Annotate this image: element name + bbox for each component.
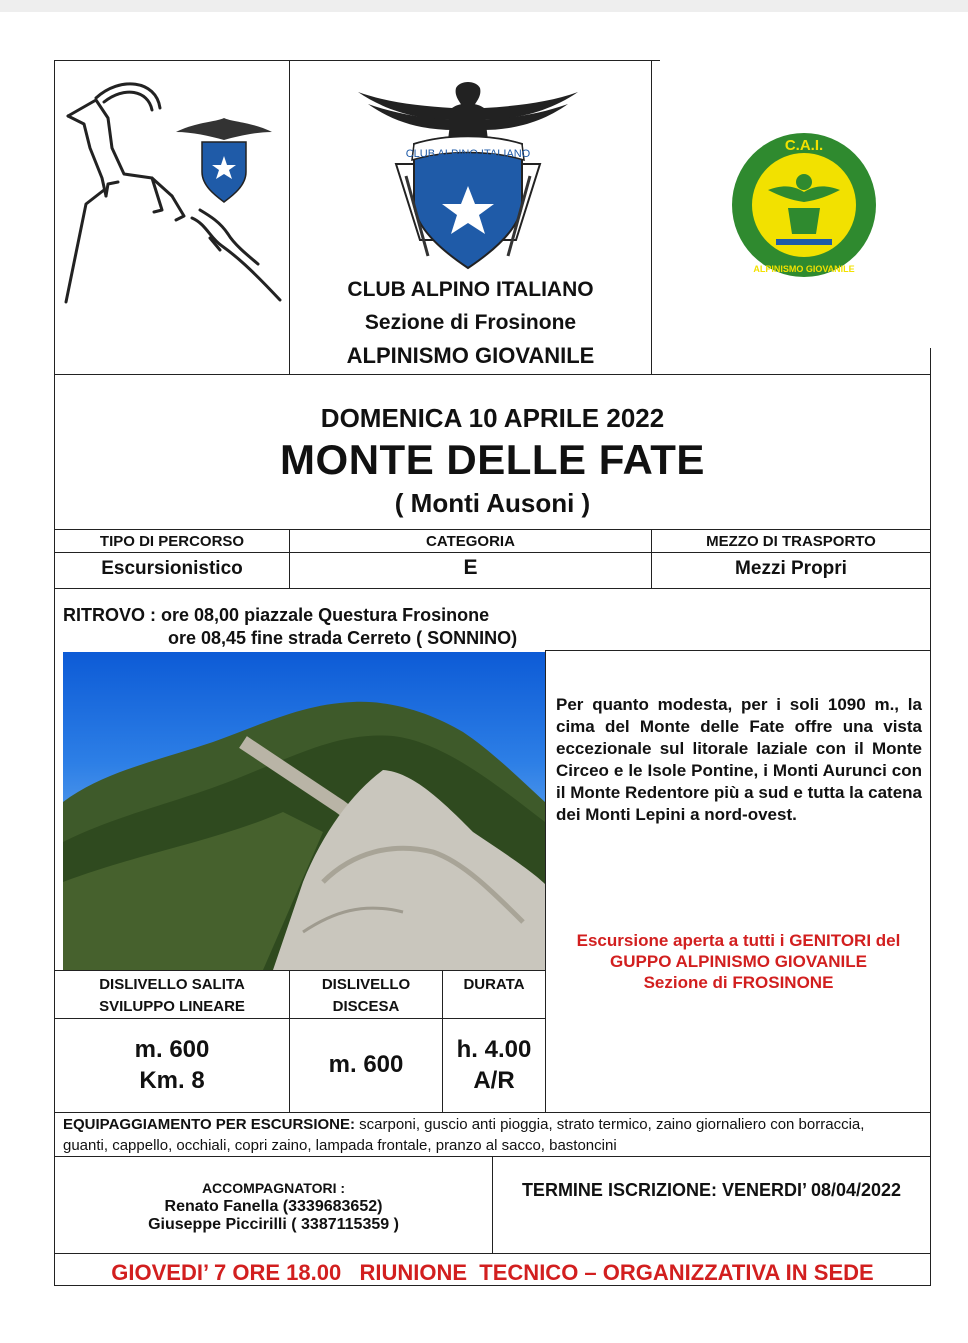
stat-value-ar: A/R <box>473 1067 515 1094</box>
header-group: ALPINISMO GIOVANILE <box>346 343 595 368</box>
divider-footer <box>54 1253 931 1254</box>
ag-badge-top: C.A.I. <box>784 137 824 154</box>
stat-header-sviluppo: SVILUPPO LINEARE <box>99 998 245 1015</box>
equipment-line1 <box>63 1116 864 1133</box>
divider-after-title <box>54 529 931 530</box>
divider-accomp <box>492 1156 493 1254</box>
divider-photo-right <box>545 650 546 1112</box>
equipment-items-1: scarponi, guscio anti pioggia, strato termico, zaino giornaliero con borraccia, <box>354 1116 865 1133</box>
ritrovo-line2: ore 08,45 fine strada Cerreto ( SONNINO) <box>168 628 518 648</box>
notice-line3: Sezione di FROSINONE <box>643 973 834 992</box>
termine-iscrizione: TERMINE ISCRIZIONE: VENERDI’ 08/04/2022 <box>521 1180 902 1200</box>
ritrovo-time1: : ore 08,00 piazzale Questura Frosinone <box>145 605 490 625</box>
stat-header-salita: DISLIVELLO SALITA <box>99 976 245 993</box>
value-categoria: E <box>463 556 478 579</box>
cai-badge-text: CLUB ALPINO ITALIANO <box>405 148 531 160</box>
cai-eagle-emblem <box>356 80 580 274</box>
divider-equip-top <box>54 1112 931 1113</box>
description-text: Per quanto modesta, per i soli 1090 m., la cima del Monte delle Fate offre una vista eccezionale sul litorale laziale con il Monte Circeo e le Isole Pontine, i Monti Aurunci con il Monte Redentore più a sud e tutta la catena dei Monti Lepini a nord-ovest. <box>556 695 922 824</box>
stat-header-dislivello: DISLIVELLO <box>321 976 411 993</box>
event-title: MONTE DELLE FATE <box>280 436 705 483</box>
mountain-photo <box>63 652 545 970</box>
footer-meeting: GIOVEDI’ 7 ORE 18.00 RIUNIONE TECNICO – ORGANIZZATIVA IN SEDE <box>111 1260 874 1285</box>
header-section: Sezione di Frosinone <box>364 311 577 334</box>
stat-header-durata: DURATA <box>463 976 525 993</box>
top-bar <box>0 0 968 12</box>
equipment-label: EQUIPAGGIAMENTO PER ESCURSIONE: <box>63 1116 355 1133</box>
notice-line2: GUPPO ALPINISMO GIOVANILE <box>610 952 867 971</box>
stat-header-discesa: DISCESA <box>332 998 400 1015</box>
border-right <box>930 348 931 1286</box>
divider-header-2 <box>651 60 652 374</box>
divider-ritrovo <box>545 650 931 651</box>
mountain-photo-scene <box>63 652 545 970</box>
equipment-line2: guanti, cappello, occhiali, copri zaino, lampada frontale, pranzo al sacco, bastoncini <box>63 1137 617 1154</box>
header-tipo-percorso: TIPO DI PERCORSO <box>99 533 245 550</box>
value-tipo-percorso: Escursionistico <box>101 558 243 579</box>
divider-after-header <box>54 374 931 375</box>
stat-value-salita: m. 600 <box>134 1036 210 1063</box>
stat-value-km: Km. 8 <box>139 1067 205 1094</box>
divider-table-end <box>54 588 931 589</box>
divider-table-mid <box>54 552 931 553</box>
accompagnatori-label: ACCOMPAGNATORI : <box>201 1180 346 1196</box>
border-left <box>54 60 55 1286</box>
alpinismo-giovanile-badge <box>728 130 880 280</box>
header-categoria: CATEGORIA <box>426 533 515 550</box>
accompagnatore-2: Giuseppe Piccirilli ( 3387115359 ) <box>148 1216 399 1233</box>
event-subtitle: ( Monti Ausoni ) <box>394 488 591 518</box>
divider-stats-top <box>54 970 546 971</box>
header-club-name: CLUB ALPINO ITALIANO <box>347 278 594 301</box>
divider-stats-mid <box>54 1018 546 1019</box>
ibex-mountain-logo <box>60 78 284 310</box>
stat-value-durata: h. 4.00 <box>456 1036 532 1063</box>
event-date: DOMENICA 10 APRILE 2022 <box>320 403 665 433</box>
header-mezzo-trasporto: MEZZO DI TRASPORTO <box>706 533 876 550</box>
ag-badge-ring: ALPINISMO GIOVANILE <box>753 264 855 274</box>
border-top <box>54 60 660 61</box>
ritrovo-line1 <box>63 605 489 626</box>
ritrovo-label: RITROVO <box>63 605 146 625</box>
value-mezzo-trasporto: Mezzi Propri <box>735 558 847 579</box>
notice-line1: Escursione aperta a tutti i GENITORI del <box>576 931 901 950</box>
accompagnatore-1: Renato Fanella (3339683652) <box>164 1198 383 1215</box>
stat-value-discesa: m. 600 <box>328 1051 404 1078</box>
